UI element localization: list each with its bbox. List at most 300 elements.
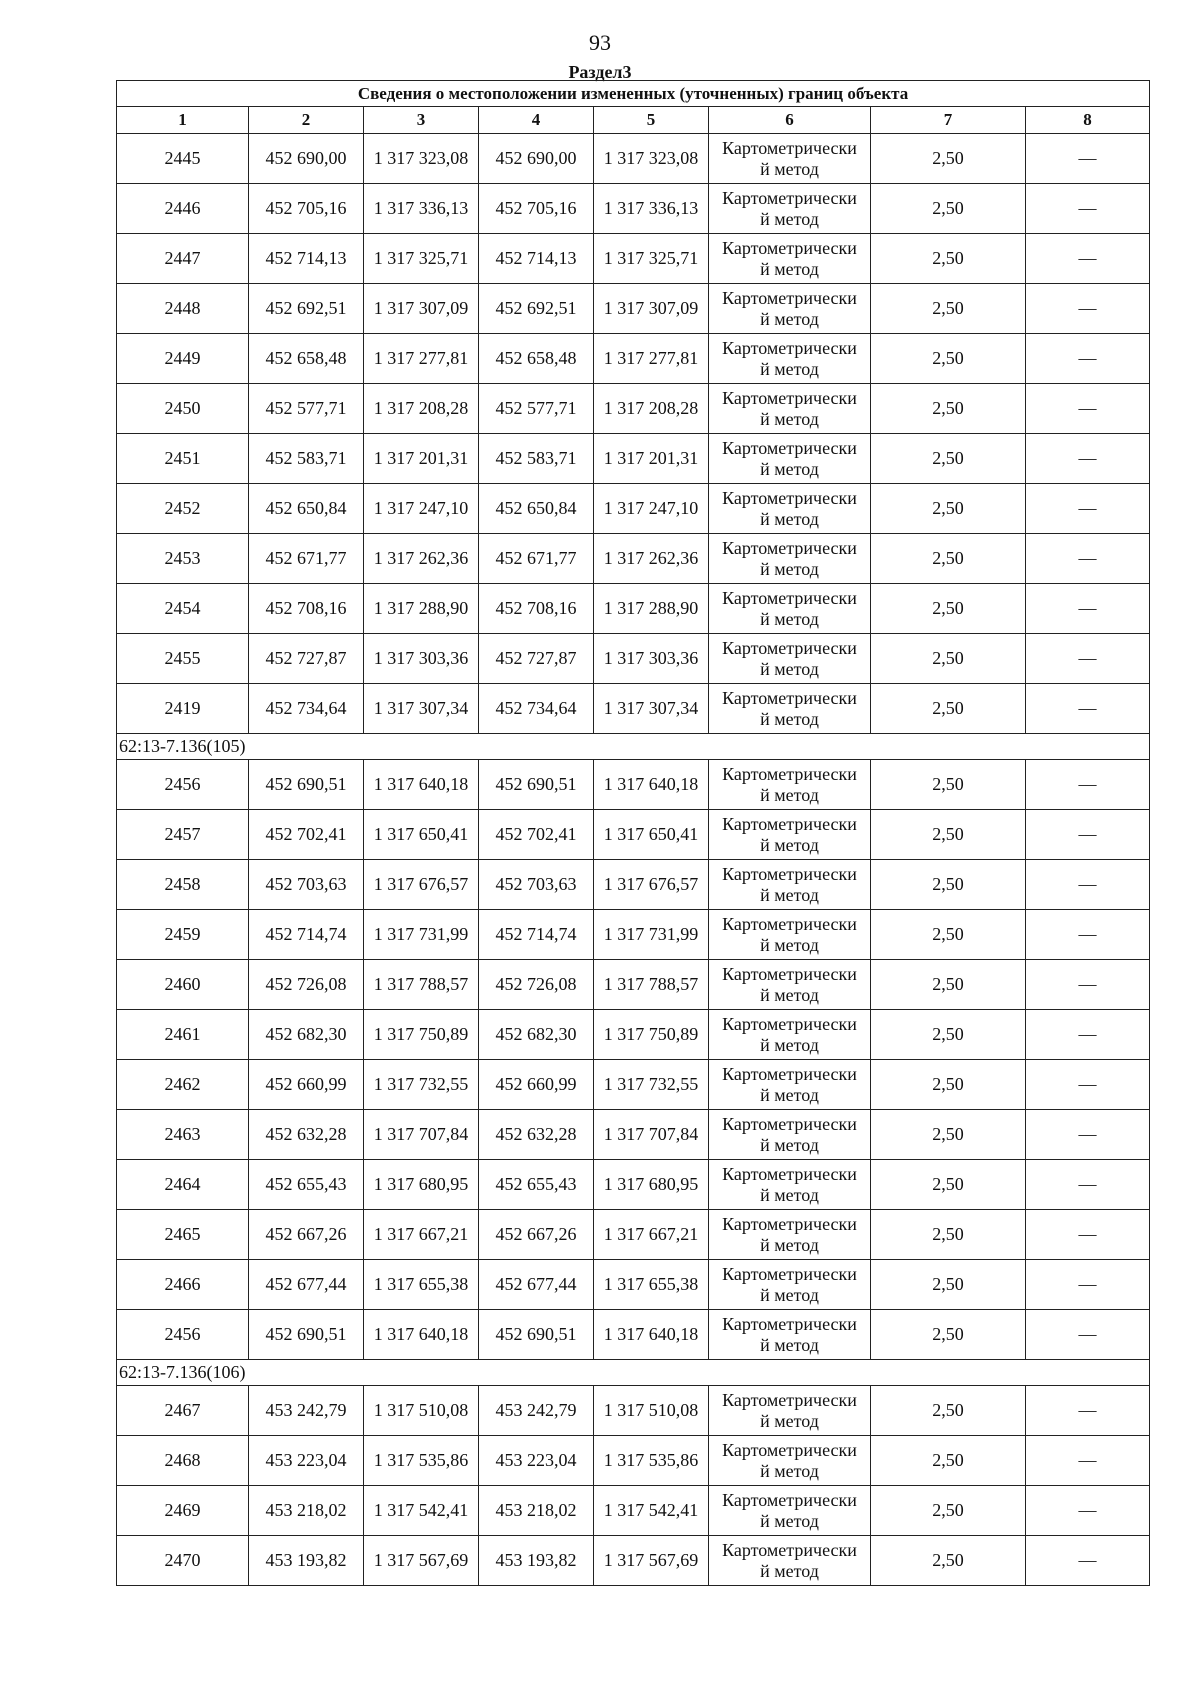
x-new-cell: 452 583,71 bbox=[479, 434, 594, 484]
y-old-cell: 1 317 325,71 bbox=[364, 234, 479, 284]
table-row bbox=[117, 1436, 1150, 1486]
y-old-cell: 1 317 208,28 bbox=[364, 384, 479, 434]
method-cell bbox=[709, 434, 871, 484]
table-row bbox=[117, 1260, 1150, 1310]
accuracy-cell: 2,50 bbox=[871, 960, 1026, 1010]
x-new-cell: 452 714,74 bbox=[479, 910, 594, 960]
x-new-cell: 452 650,84 bbox=[479, 484, 594, 534]
y-new-cell: 1 317 680,95 bbox=[594, 1160, 709, 1210]
point-number-cell: 2419 bbox=[117, 684, 249, 734]
table-row bbox=[117, 860, 1150, 910]
y-old-cell: 1 317 667,21 bbox=[364, 1210, 479, 1260]
method-line-2: й метод bbox=[760, 358, 819, 379]
accuracy-cell: 2,50 bbox=[871, 384, 1026, 434]
method-line-2: й метод bbox=[760, 784, 819, 805]
y-old-cell: 1 317 680,95 bbox=[364, 1160, 479, 1210]
method-cell bbox=[709, 334, 871, 384]
method-line-1: Картометрически bbox=[722, 763, 857, 784]
x-old-cell: 452 705,16 bbox=[249, 184, 364, 234]
point-number-cell: 2455 bbox=[117, 634, 249, 684]
method-line-1: Картометрически bbox=[722, 813, 857, 834]
method-line-1: Картометрически bbox=[722, 287, 857, 308]
method-line-1: Картометрически bbox=[722, 1313, 857, 1334]
y-new-cell: 1 317 247,10 bbox=[594, 484, 709, 534]
x-new-cell: 453 218,02 bbox=[479, 1486, 594, 1536]
method-cell bbox=[709, 184, 871, 234]
method-cell bbox=[709, 684, 871, 734]
method-line-2: й метод bbox=[760, 1084, 819, 1105]
y-old-cell: 1 317 732,55 bbox=[364, 1060, 479, 1110]
y-old-cell: 1 317 731,99 bbox=[364, 910, 479, 960]
accuracy-cell: 2,50 bbox=[871, 760, 1026, 810]
x-new-cell: 452 690,00 bbox=[479, 134, 594, 184]
point-number-cell: 2446 bbox=[117, 184, 249, 234]
point-number-cell: 2459 bbox=[117, 910, 249, 960]
point-number-cell: 2470 bbox=[117, 1536, 249, 1586]
x-old-cell: 452 692,51 bbox=[249, 284, 364, 334]
method-cell bbox=[709, 1486, 871, 1536]
x-old-cell: 452 677,44 bbox=[249, 1260, 364, 1310]
x-old-cell: 452 632,28 bbox=[249, 1110, 364, 1160]
table-row bbox=[117, 1160, 1150, 1210]
x-old-cell: 452 650,84 bbox=[249, 484, 364, 534]
x-new-cell: 452 708,16 bbox=[479, 584, 594, 634]
column-number: 8 bbox=[1026, 107, 1150, 134]
method-line-2: й метод bbox=[760, 1460, 819, 1481]
point-number-cell: 2451 bbox=[117, 434, 249, 484]
method-line-1: Картометрически bbox=[722, 587, 857, 608]
accuracy-cell: 2,50 bbox=[871, 1010, 1026, 1060]
method-line-2: й метод bbox=[760, 508, 819, 529]
method-line-1: Картометрически bbox=[722, 337, 857, 358]
table-row bbox=[117, 534, 1150, 584]
description-cell: — bbox=[1026, 484, 1150, 534]
accuracy-cell: 2,50 bbox=[871, 1260, 1026, 1310]
y-new-cell: 1 317 336,13 bbox=[594, 184, 709, 234]
method-cell bbox=[709, 634, 871, 684]
y-old-cell: 1 317 510,08 bbox=[364, 1386, 479, 1436]
x-new-cell: 452 667,26 bbox=[479, 1210, 594, 1260]
x-old-cell: 452 734,64 bbox=[249, 684, 364, 734]
table-row bbox=[117, 960, 1150, 1010]
method-line-2: й метод bbox=[760, 1560, 819, 1581]
method-line-2: й метод bbox=[760, 1234, 819, 1255]
method-cell bbox=[709, 910, 871, 960]
point-number-cell: 2452 bbox=[117, 484, 249, 534]
accuracy-cell: 2,50 bbox=[871, 134, 1026, 184]
y-old-cell: 1 317 288,90 bbox=[364, 584, 479, 634]
description-cell: — bbox=[1026, 960, 1150, 1010]
y-new-cell: 1 317 535,86 bbox=[594, 1436, 709, 1486]
description-cell: — bbox=[1026, 1310, 1150, 1360]
x-new-cell: 452 660,99 bbox=[479, 1060, 594, 1110]
description-cell: — bbox=[1026, 434, 1150, 484]
table-row bbox=[117, 1010, 1150, 1060]
x-old-cell: 452 682,30 bbox=[249, 1010, 364, 1060]
table-row bbox=[117, 1060, 1150, 1110]
method-line-1: Картометрически bbox=[722, 687, 857, 708]
y-old-cell: 1 317 750,89 bbox=[364, 1010, 479, 1060]
y-old-cell: 1 317 650,41 bbox=[364, 810, 479, 860]
y-old-cell: 1 317 307,09 bbox=[364, 284, 479, 334]
column-number-row bbox=[117, 107, 1150, 134]
x-new-cell: 452 702,41 bbox=[479, 810, 594, 860]
accuracy-cell: 2,50 bbox=[871, 810, 1026, 860]
method-cell bbox=[709, 584, 871, 634]
description-cell: — bbox=[1026, 184, 1150, 234]
group-header-row bbox=[117, 1360, 1150, 1386]
accuracy-cell: 2,50 bbox=[871, 1386, 1026, 1436]
description-cell: — bbox=[1026, 910, 1150, 960]
table-row bbox=[117, 484, 1150, 534]
accuracy-cell: 2,50 bbox=[871, 1536, 1026, 1586]
x-old-cell: 453 223,04 bbox=[249, 1436, 364, 1486]
x-new-cell: 452 692,51 bbox=[479, 284, 594, 334]
method-line-2: й метод bbox=[760, 884, 819, 905]
point-number-cell: 2465 bbox=[117, 1210, 249, 1260]
method-line-1: Картометрически bbox=[722, 1539, 857, 1560]
accuracy-cell: 2,50 bbox=[871, 860, 1026, 910]
description-cell: — bbox=[1026, 1060, 1150, 1110]
description-cell: — bbox=[1026, 234, 1150, 284]
description-cell: — bbox=[1026, 534, 1150, 584]
description-cell: — bbox=[1026, 684, 1150, 734]
table-row bbox=[117, 910, 1150, 960]
method-line-2: й метод bbox=[760, 608, 819, 629]
method-line-2: й метод bbox=[760, 1334, 819, 1355]
y-old-cell: 1 317 788,57 bbox=[364, 960, 479, 1010]
method-line-1: Картометрически bbox=[722, 863, 857, 884]
y-new-cell: 1 317 667,21 bbox=[594, 1210, 709, 1260]
method-line-2: й метод bbox=[760, 1510, 819, 1531]
y-old-cell: 1 317 303,36 bbox=[364, 634, 479, 684]
y-old-cell: 1 317 277,81 bbox=[364, 334, 479, 384]
table-row bbox=[117, 1486, 1150, 1536]
method-line-2: й метод bbox=[760, 458, 819, 479]
description-cell: — bbox=[1026, 384, 1150, 434]
description-cell: — bbox=[1026, 810, 1150, 860]
method-line-2: й метод bbox=[760, 408, 819, 429]
y-old-cell: 1 317 535,86 bbox=[364, 1436, 479, 1486]
x-old-cell: 452 726,08 bbox=[249, 960, 364, 1010]
x-old-cell: 452 577,71 bbox=[249, 384, 364, 434]
point-number-cell: 2466 bbox=[117, 1260, 249, 1310]
table-row bbox=[117, 184, 1150, 234]
x-new-cell: 453 223,04 bbox=[479, 1436, 594, 1486]
column-number: 5 bbox=[594, 107, 709, 134]
method-line-1: Картометрически bbox=[722, 537, 857, 558]
y-old-cell: 1 317 676,57 bbox=[364, 860, 479, 910]
y-new-cell: 1 317 676,57 bbox=[594, 860, 709, 910]
group-label: 62:13-7.136(105) bbox=[117, 734, 1150, 760]
x-new-cell: 452 690,51 bbox=[479, 760, 594, 810]
method-line-2: й метод bbox=[760, 1034, 819, 1055]
method-line-1: Картометрически bbox=[722, 487, 857, 508]
method-line-1: Картометрически bbox=[722, 1013, 857, 1034]
y-old-cell: 1 317 201,31 bbox=[364, 434, 479, 484]
page-number: 93 bbox=[589, 30, 611, 55]
x-old-cell: 453 242,79 bbox=[249, 1386, 364, 1436]
point-number-cell: 2456 bbox=[117, 760, 249, 810]
point-number-cell: 2449 bbox=[117, 334, 249, 384]
x-new-cell: 452 671,77 bbox=[479, 534, 594, 584]
y-old-cell: 1 317 336,13 bbox=[364, 184, 479, 234]
table-row bbox=[117, 384, 1150, 434]
x-new-cell: 453 242,79 bbox=[479, 1386, 594, 1436]
y-new-cell: 1 317 277,81 bbox=[594, 334, 709, 384]
column-number: 4 bbox=[479, 107, 594, 134]
table-row bbox=[117, 334, 1150, 384]
x-new-cell: 452 632,28 bbox=[479, 1110, 594, 1160]
description-cell: — bbox=[1026, 284, 1150, 334]
x-new-cell: 452 705,16 bbox=[479, 184, 594, 234]
description-cell: — bbox=[1026, 760, 1150, 810]
accuracy-cell: 2,50 bbox=[871, 484, 1026, 534]
table-row bbox=[117, 1110, 1150, 1160]
point-number-cell: 2461 bbox=[117, 1010, 249, 1060]
method-line-2: й метод bbox=[760, 158, 819, 179]
description-cell: — bbox=[1026, 1386, 1150, 1436]
method-line-1: Картометрически bbox=[722, 637, 857, 658]
y-new-cell: 1 317 323,08 bbox=[594, 134, 709, 184]
y-new-cell: 1 317 788,57 bbox=[594, 960, 709, 1010]
y-new-cell: 1 317 325,71 bbox=[594, 234, 709, 284]
table-row bbox=[117, 1386, 1150, 1436]
accuracy-cell: 2,50 bbox=[871, 1110, 1026, 1160]
table-row bbox=[117, 434, 1150, 484]
accuracy-cell: 2,50 bbox=[871, 910, 1026, 960]
method-line-2: й метод bbox=[760, 558, 819, 579]
x-new-cell: 452 703,63 bbox=[479, 860, 594, 910]
accuracy-cell: 2,50 bbox=[871, 634, 1026, 684]
x-new-cell: 452 658,48 bbox=[479, 334, 594, 384]
group-header-row bbox=[117, 734, 1150, 760]
point-number-cell: 2454 bbox=[117, 584, 249, 634]
x-new-cell: 452 655,43 bbox=[479, 1160, 594, 1210]
table-row bbox=[117, 284, 1150, 334]
y-new-cell: 1 317 307,09 bbox=[594, 284, 709, 334]
y-new-cell: 1 317 262,36 bbox=[594, 534, 709, 584]
method-cell bbox=[709, 1536, 871, 1586]
point-number-cell: 2456 bbox=[117, 1310, 249, 1360]
method-line-1: Картометрически bbox=[722, 1063, 857, 1084]
table-row bbox=[117, 634, 1150, 684]
method-cell bbox=[709, 284, 871, 334]
method-line-2: й метод bbox=[760, 708, 819, 729]
y-old-cell: 1 317 307,34 bbox=[364, 684, 479, 734]
y-new-cell: 1 317 650,41 bbox=[594, 810, 709, 860]
y-old-cell: 1 317 640,18 bbox=[364, 760, 479, 810]
x-new-cell: 452 727,87 bbox=[479, 634, 594, 684]
description-cell: — bbox=[1026, 634, 1150, 684]
method-line-1: Картометрически bbox=[722, 1113, 857, 1134]
point-number-cell: 2464 bbox=[117, 1160, 249, 1210]
accuracy-cell: 2,50 bbox=[871, 534, 1026, 584]
method-cell bbox=[709, 1386, 871, 1436]
table-caption: Сведения о местоположении измененных (уточненных) границ объекта bbox=[117, 81, 1150, 107]
description-cell: — bbox=[1026, 1486, 1150, 1536]
table-row bbox=[117, 1210, 1150, 1260]
y-new-cell: 1 317 731,99 bbox=[594, 910, 709, 960]
point-number-cell: 2457 bbox=[117, 810, 249, 860]
point-number-cell: 2468 bbox=[117, 1436, 249, 1486]
method-line-1: Картометрически bbox=[722, 437, 857, 458]
x-old-cell: 452 671,77 bbox=[249, 534, 364, 584]
y-new-cell: 1 317 303,36 bbox=[594, 634, 709, 684]
accuracy-cell: 2,50 bbox=[871, 1486, 1026, 1536]
column-number: 1 bbox=[117, 107, 249, 134]
x-old-cell: 452 583,71 bbox=[249, 434, 364, 484]
x-new-cell: 452 690,51 bbox=[479, 1310, 594, 1360]
x-old-cell: 452 727,87 bbox=[249, 634, 364, 684]
x-new-cell: 452 726,08 bbox=[479, 960, 594, 1010]
y-new-cell: 1 317 732,55 bbox=[594, 1060, 709, 1110]
x-new-cell: 453 193,82 bbox=[479, 1536, 594, 1586]
method-line-1: Картометрически bbox=[722, 1163, 857, 1184]
method-line-2: й метод bbox=[760, 1134, 819, 1155]
method-line-2: й метод bbox=[760, 1284, 819, 1305]
x-old-cell: 452 703,63 bbox=[249, 860, 364, 910]
accuracy-cell: 2,50 bbox=[871, 1160, 1026, 1210]
method-cell bbox=[709, 384, 871, 434]
table-row bbox=[117, 1310, 1150, 1360]
method-cell bbox=[709, 234, 871, 284]
table-row bbox=[117, 1536, 1150, 1586]
x-old-cell: 452 690,51 bbox=[249, 1310, 364, 1360]
y-new-cell: 1 317 201,31 bbox=[594, 434, 709, 484]
table-row bbox=[117, 234, 1150, 284]
description-cell: — bbox=[1026, 1160, 1150, 1210]
x-old-cell: 452 658,48 bbox=[249, 334, 364, 384]
method-line-1: Картометрически bbox=[722, 237, 857, 258]
method-line-2: й метод bbox=[760, 308, 819, 329]
method-line-1: Картометрически bbox=[722, 1213, 857, 1234]
point-number-cell: 2448 bbox=[117, 284, 249, 334]
description-cell: — bbox=[1026, 134, 1150, 184]
method-line-2: й метод bbox=[760, 834, 819, 855]
description-cell: — bbox=[1026, 1536, 1150, 1586]
y-old-cell: 1 317 640,18 bbox=[364, 1310, 479, 1360]
x-old-cell: 452 714,74 bbox=[249, 910, 364, 960]
method-cell bbox=[709, 1210, 871, 1260]
accuracy-cell: 2,50 bbox=[871, 434, 1026, 484]
point-number-cell: 2462 bbox=[117, 1060, 249, 1110]
method-cell bbox=[709, 1436, 871, 1486]
point-number-cell: 2447 bbox=[117, 234, 249, 284]
description-cell: — bbox=[1026, 1260, 1150, 1310]
accuracy-cell: 2,50 bbox=[871, 684, 1026, 734]
y-new-cell: 1 317 208,28 bbox=[594, 384, 709, 434]
x-old-cell: 452 660,99 bbox=[249, 1060, 364, 1110]
x-new-cell: 452 677,44 bbox=[479, 1260, 594, 1310]
description-cell: — bbox=[1026, 334, 1150, 384]
description-cell: — bbox=[1026, 1436, 1150, 1486]
x-old-cell: 453 218,02 bbox=[249, 1486, 364, 1536]
table-row bbox=[117, 584, 1150, 634]
method-line-1: Картометрически bbox=[722, 913, 857, 934]
x-old-cell: 452 690,00 bbox=[249, 134, 364, 184]
column-number: 2 bbox=[249, 107, 364, 134]
x-new-cell: 452 714,13 bbox=[479, 234, 594, 284]
method-cell bbox=[709, 1310, 871, 1360]
y-new-cell: 1 317 288,90 bbox=[594, 584, 709, 634]
y-new-cell: 1 317 567,69 bbox=[594, 1536, 709, 1586]
y-new-cell: 1 317 542,41 bbox=[594, 1486, 709, 1536]
y-old-cell: 1 317 542,41 bbox=[364, 1486, 479, 1536]
x-old-cell: 452 708,16 bbox=[249, 584, 364, 634]
method-cell bbox=[709, 1060, 871, 1110]
accuracy-cell: 2,50 bbox=[871, 284, 1026, 334]
column-number: 3 bbox=[364, 107, 479, 134]
description-cell: — bbox=[1026, 1010, 1150, 1060]
accuracy-cell: 2,50 bbox=[871, 584, 1026, 634]
table-row bbox=[117, 684, 1150, 734]
point-number-cell: 2445 bbox=[117, 134, 249, 184]
x-old-cell: 453 193,82 bbox=[249, 1536, 364, 1586]
description-cell: — bbox=[1026, 1210, 1150, 1260]
method-line-2: й метод bbox=[760, 934, 819, 955]
point-number-cell: 2453 bbox=[117, 534, 249, 584]
method-cell bbox=[709, 1160, 871, 1210]
y-old-cell: 1 317 323,08 bbox=[364, 134, 479, 184]
point-number-cell: 2460 bbox=[117, 960, 249, 1010]
table-row bbox=[117, 810, 1150, 860]
column-number: 7 bbox=[871, 107, 1026, 134]
description-cell: — bbox=[1026, 1110, 1150, 1160]
y-new-cell: 1 317 655,38 bbox=[594, 1260, 709, 1310]
table-caption-row bbox=[117, 81, 1150, 107]
method-line-2: й метод bbox=[760, 984, 819, 1005]
table-row bbox=[117, 134, 1150, 184]
method-cell bbox=[709, 960, 871, 1010]
method-cell bbox=[709, 134, 871, 184]
method-line-1: Картометрически bbox=[722, 187, 857, 208]
method-line-1: Картометрически bbox=[722, 387, 857, 408]
method-line-1: Картометрически bbox=[722, 1489, 857, 1510]
method-line-2: й метод bbox=[760, 658, 819, 679]
description-cell: — bbox=[1026, 860, 1150, 910]
y-old-cell: 1 317 567,69 bbox=[364, 1536, 479, 1586]
method-cell bbox=[709, 1010, 871, 1060]
method-cell bbox=[709, 760, 871, 810]
table-row bbox=[117, 760, 1150, 810]
y-new-cell: 1 317 307,34 bbox=[594, 684, 709, 734]
x-old-cell: 452 714,13 bbox=[249, 234, 364, 284]
point-number-cell: 2458 bbox=[117, 860, 249, 910]
y-old-cell: 1 317 247,10 bbox=[364, 484, 479, 534]
method-cell bbox=[709, 484, 871, 534]
method-line-1: Картометрически bbox=[722, 1439, 857, 1460]
method-line-2: й метод bbox=[760, 1410, 819, 1431]
x-old-cell: 452 667,26 bbox=[249, 1210, 364, 1260]
accuracy-cell: 2,50 bbox=[871, 234, 1026, 284]
method-line-1: Картометрически bbox=[722, 963, 857, 984]
method-line-2: й метод bbox=[760, 208, 819, 229]
y-old-cell: 1 317 655,38 bbox=[364, 1260, 479, 1310]
y-old-cell: 1 317 707,84 bbox=[364, 1110, 479, 1160]
x-old-cell: 452 702,41 bbox=[249, 810, 364, 860]
method-cell bbox=[709, 1110, 871, 1160]
x-old-cell: 452 655,43 bbox=[249, 1160, 364, 1210]
accuracy-cell: 2,50 bbox=[871, 184, 1026, 234]
description-cell: — bbox=[1026, 584, 1150, 634]
y-old-cell: 1 317 262,36 bbox=[364, 534, 479, 584]
accuracy-cell: 2,50 bbox=[871, 1210, 1026, 1260]
x-new-cell: 452 682,30 bbox=[479, 1010, 594, 1060]
accuracy-cell: 2,50 bbox=[871, 1060, 1026, 1110]
section-title: Раздел3 bbox=[568, 62, 632, 82]
method-cell bbox=[709, 810, 871, 860]
